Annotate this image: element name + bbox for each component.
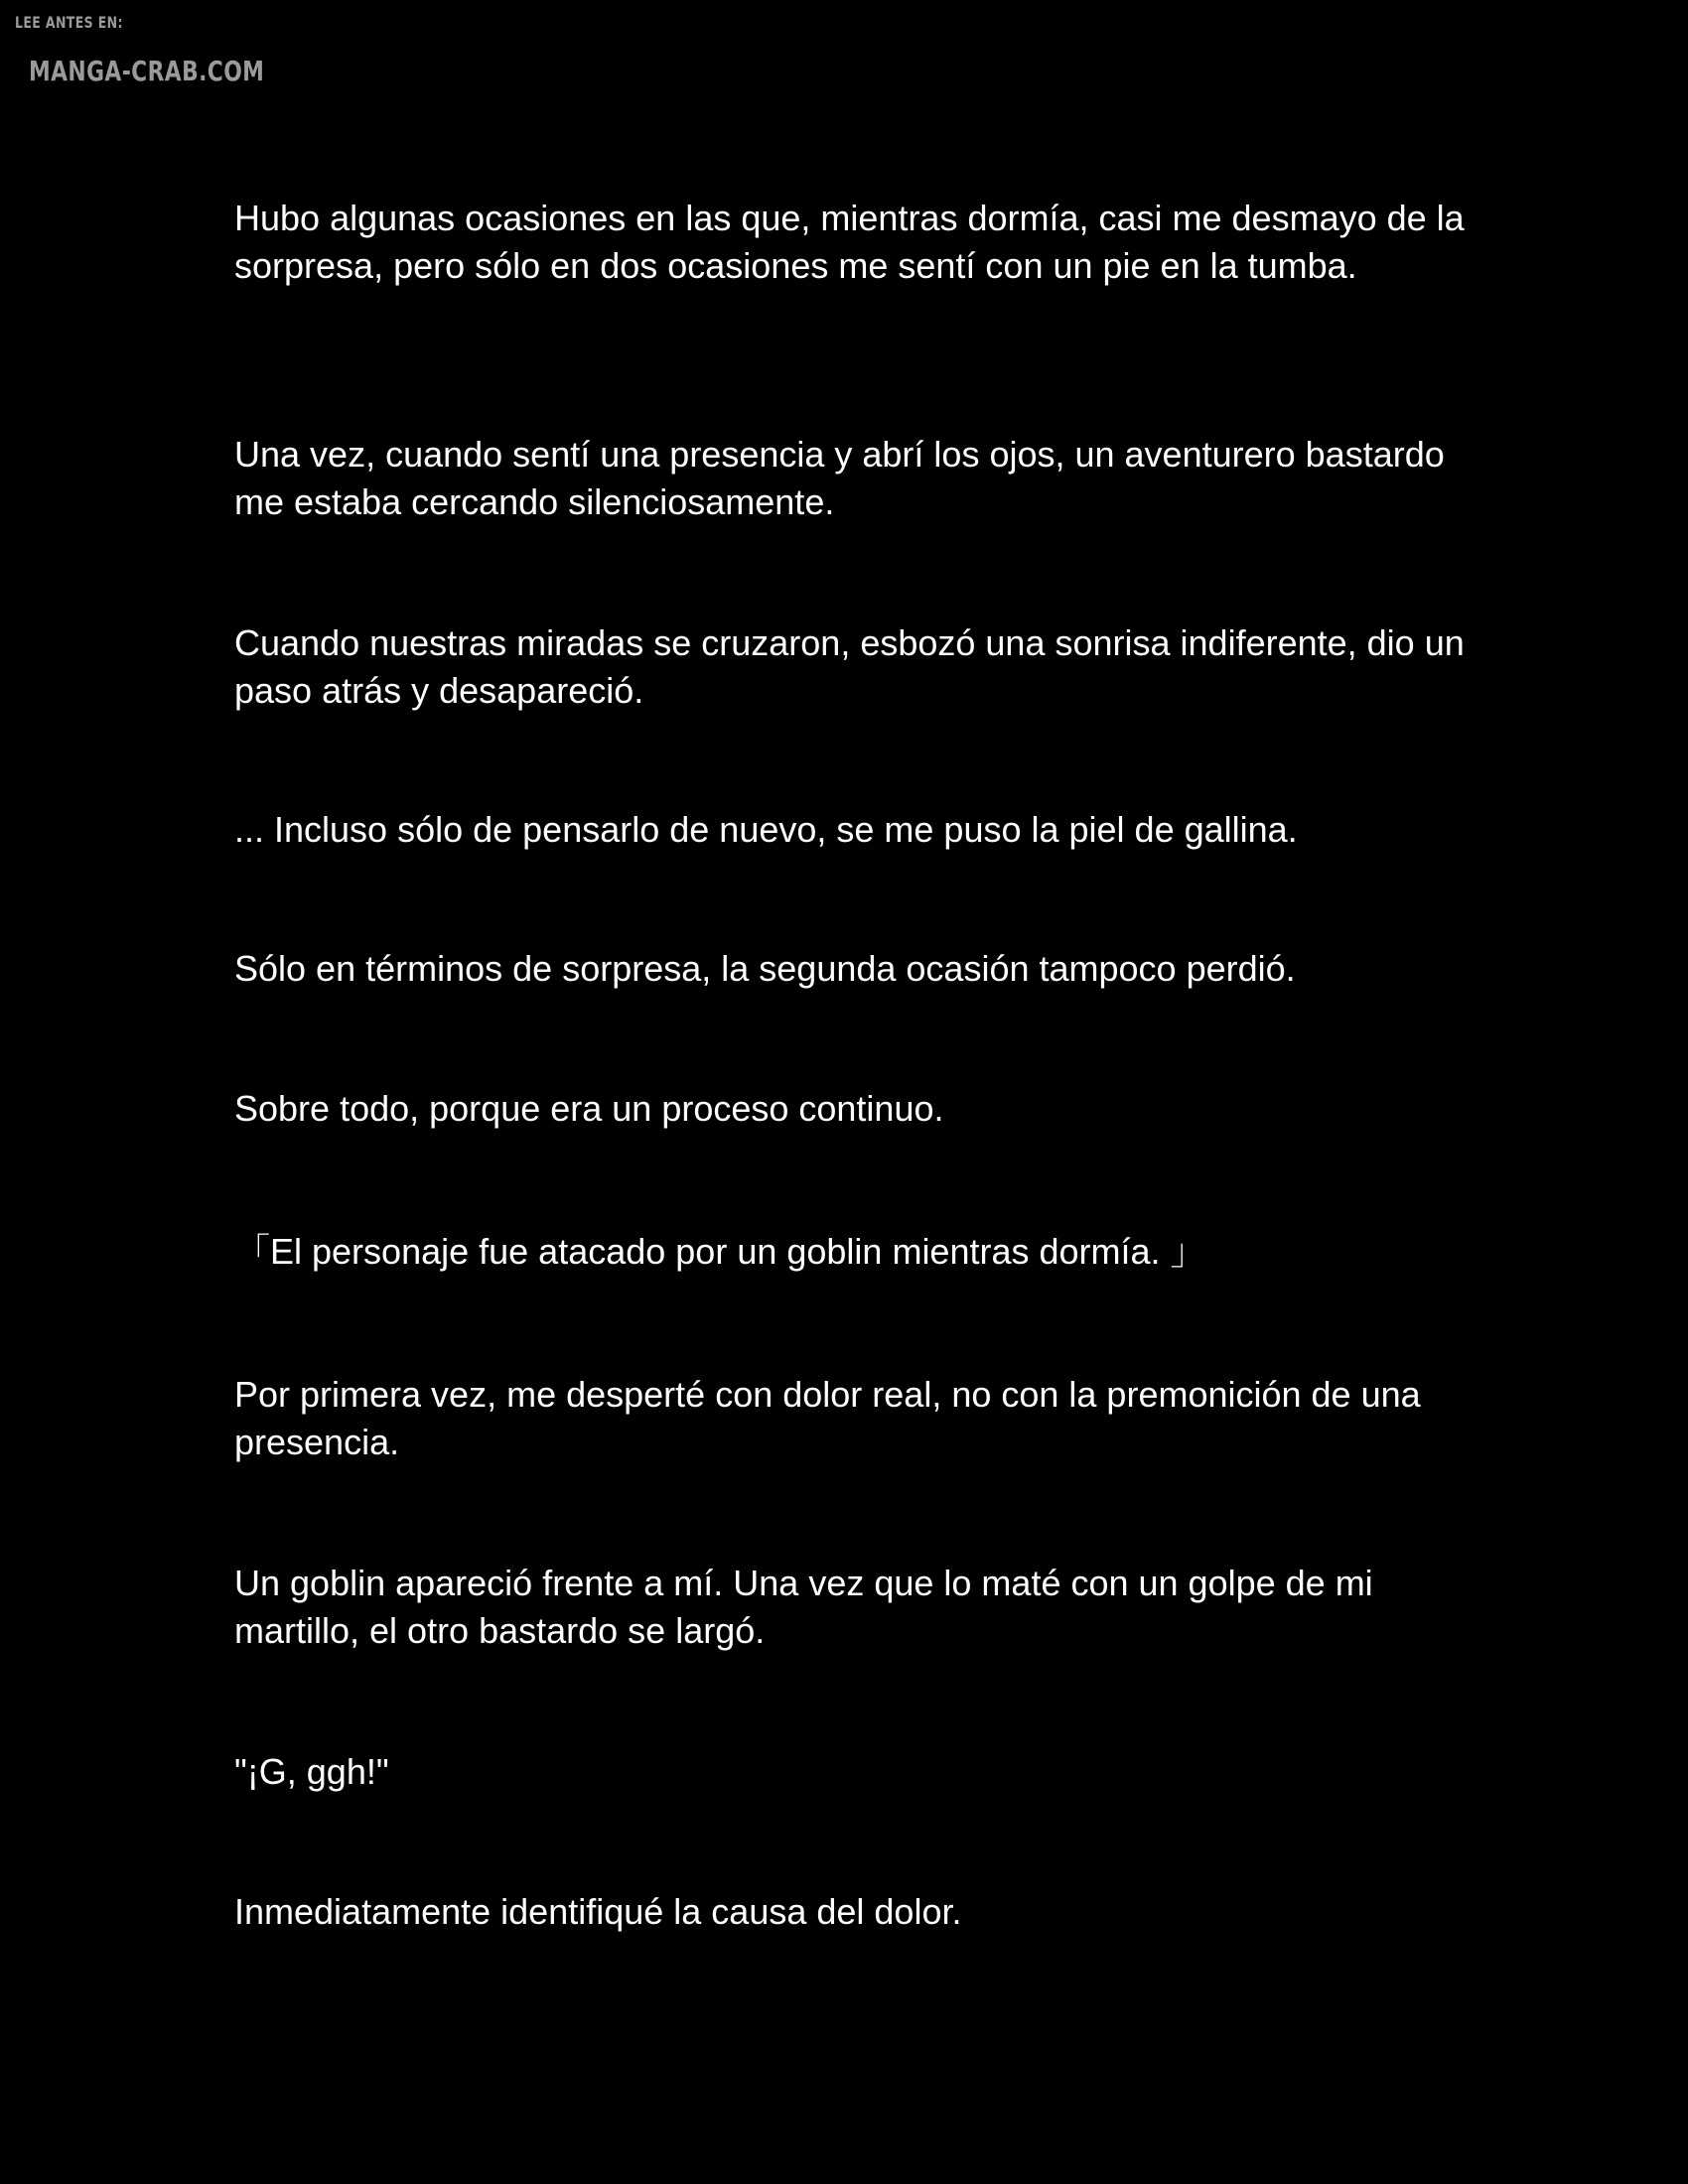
paragraph: Una vez, cuando sentí una presencia y abrí los ojos, un aventurero bastardo me estaba cercando silenciosamente.	[234, 434, 1445, 522]
paragraph: Cuando nuestras miradas se cruzaron, esbozó una sonrisa indiferente, dio un paso atrás y desapareció.	[234, 622, 1465, 711]
paragraph: "¡G, ggh!"	[234, 1751, 389, 1792]
paragraph: Hubo algunas ocasiones en las que, mientras dormía, casi me desmayo de la sorpresa, pero sólo en dos ocasiones me sentí con un pie en la tumba.	[234, 198, 1465, 286]
site-watermark	[15, 12, 331, 87]
paragraph: Un goblin apareció frente a mí. Una vez que lo maté con un golpe de mi martillo, el otro bastardo se largó.	[234, 1563, 1373, 1651]
watermark-label: LEE ANTES EN:	[15, 13, 123, 32]
paragraph: Inmediatamente identifiqué la causa del dolor.	[234, 1891, 962, 1932]
novel-text-body	[234, 195, 1485, 1932]
paragraph: ... Incluso sólo de pensarlo de nuevo, se me puso la piel de gallina.	[234, 809, 1298, 850]
paragraph: Sólo en términos de sorpresa, la segunda ocasión tampoco perdió.	[234, 948, 1296, 989]
paragraph: 「El personaje fue atacado por un goblin mientras dormía. 」	[234, 1231, 1206, 1272]
paragraph: Sobre todo, porque era un proceso continuo.	[234, 1088, 944, 1129]
paragraph: Por primera vez, me desperté con dolor real, no con la premonición de una presencia.	[234, 1374, 1421, 1462]
watermark-site: MANGA-CRAB.COM	[29, 55, 265, 87]
